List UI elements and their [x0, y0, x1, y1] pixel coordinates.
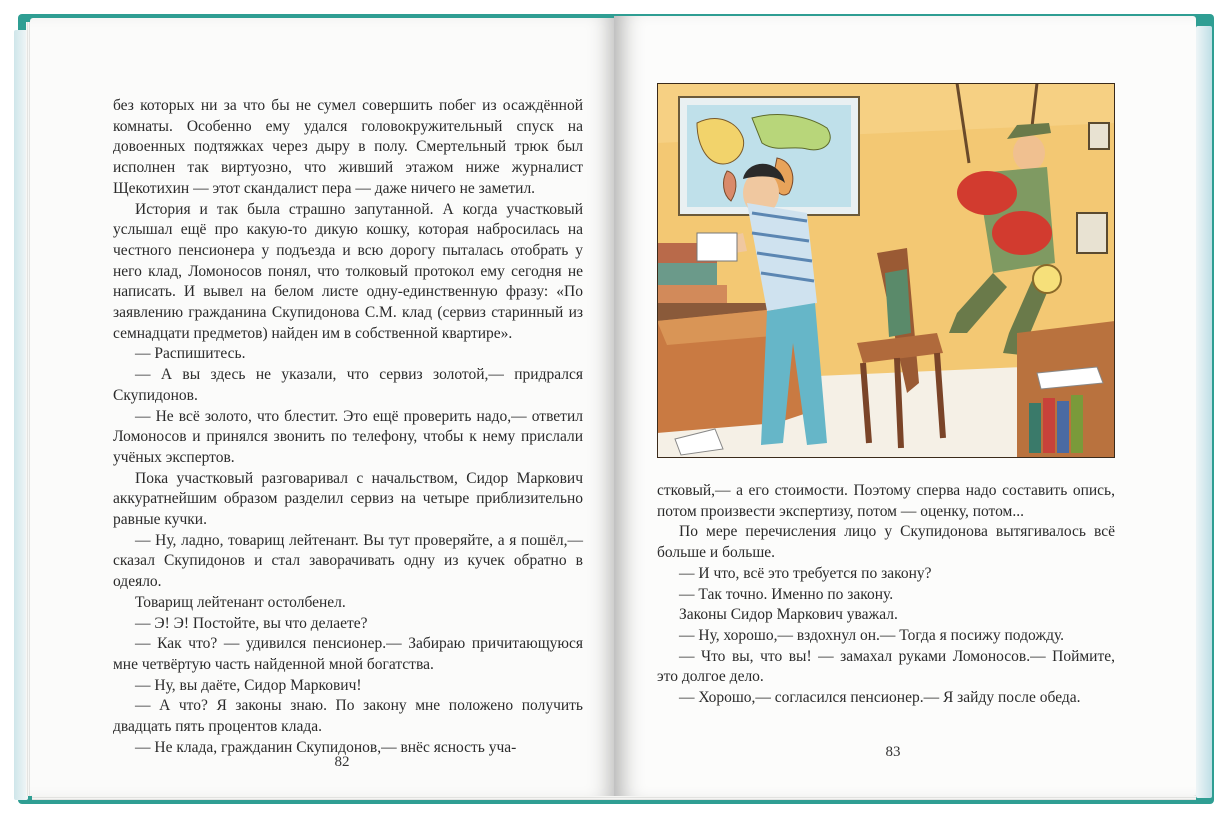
paragraph: Законы Сидор Маркович уважал. [679, 606, 898, 624]
paragraph: стковый,— а его стоимости. Поэтому сперва надо составить опись, потом произвести экспертизу, потом — оценку, потом... [657, 482, 1115, 520]
paragraph: — Хорошо,— согласился пенсионер.— Я зайду после обеда. [679, 689, 1081, 707]
paragraph: без которых ни за что бы не сумел совершить побег из осаждённой комнаты. Особенно ему удался головокружительный спуск на довоенных подтяжках через дыру в полу. Смертельный трюк был исполнен так виртуозно, что живший этажом ниже журналист Щекотихин — этот скандалист пера — даже ничего не заметил. [113, 97, 583, 197]
illustration [657, 83, 1115, 458]
cover-edge-right [1196, 26, 1212, 798]
paragraph: — А вы здесь не указали, что сервиз золотой,— придрался Скупидонов. [113, 366, 583, 404]
paragraph: — Что вы, что вы! — замахал руками Ломоносов.— Поймите, это долгое дело. [657, 647, 1115, 686]
paragraph: — Ну, вы даёте, Сидор Маркович! [135, 676, 362, 694]
paragraph: История и так была страшно запутанной. А когда участковый услышал ещё про какую-то дикую кошку, которая набросилась на честного пенсионера у подъезда и всю дорогу пыталась отобрать у него клад, Ломоносов понял, что толковый протокол ему сегодня не написать. И вывел на белом листе одну-единственную фразу: «По заявлению гражданина Скупидонова С.М. клад (сервиз старинный из семнадцати предметов) найден им в собственной квартире». [113, 200, 583, 342]
paragraph: Товарищ лейтенант остолбенел. [135, 593, 346, 611]
paragraph: — А что? Я законы знаю. По закону мне положено получить двадцать пять процентов клада. [113, 697, 583, 736]
paragraph: — Не клада, гражданин Скупидонов,— внёс ясность уча- [135, 738, 517, 756]
right-page-text [657, 481, 1115, 709]
paragraph: — И что, всё это требуется по закону? [679, 564, 932, 582]
page-number-left: 82 [334, 754, 350, 770]
paragraph: — Не всё золото, что блестит. Это ещё проверить надо,— ответил Ломоносов и принялся звонить по телефону, чтобы к нему прислали учёных экспертов. [113, 407, 583, 466]
illustration-art [657, 83, 1115, 458]
paragraph: — Так точно. Именно по закону. [679, 585, 894, 603]
page-number-right: 83 [885, 744, 901, 760]
paragraph: — Ну, ладно, товарищ лейтенант. Вы тут проверяйте, а я пошёл,— сказал Скупидонов и стал заворачивать одну из кучек обратно в одеяло. [113, 531, 583, 591]
paragraph: Пока участковый разговаривал с начальством, Сидор Маркович аккуратнейшим образом разделил сервиз на четыре приблизительно равные кучки. [113, 469, 583, 529]
paragraph: По мере перечисления лицо у Скупидонова вытягивалось всё больше и больше. [657, 523, 1115, 562]
paragraph: — Ну, хорошо,— вздохнул он.— Тогда я посижу подожду. [679, 626, 1065, 644]
left-page-text [113, 96, 583, 759]
paragraph: — Распишитесь. [135, 345, 246, 363]
paragraph: — Как что? — удивился пенсионер.— Забираю причитающуюся мне четвёртую часть найденной мной богатства. [113, 635, 583, 673]
paragraph: — Э! Э! Постойте, вы что делаете? [135, 614, 368, 632]
